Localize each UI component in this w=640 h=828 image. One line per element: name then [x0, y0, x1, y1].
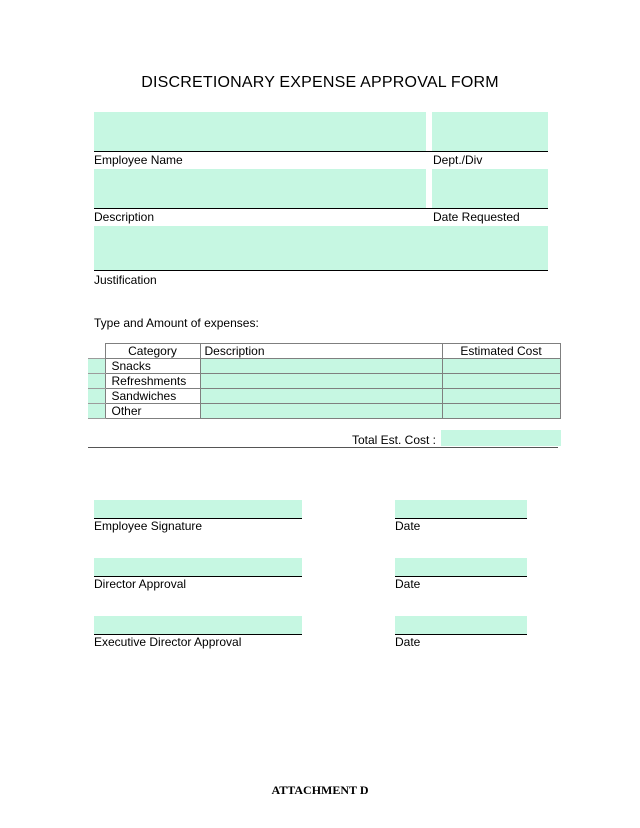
- description-cell[interactable]: [200, 374, 442, 389]
- table-row: [88, 389, 560, 404]
- description-label: Description: [94, 210, 155, 224]
- total-cost-label: Total Est. Cost :: [351, 433, 436, 447]
- column-header-description: Description: [200, 344, 442, 359]
- executive-director-date-label: Date: [395, 635, 421, 649]
- form-title: DISCRETIONARY EXPENSE APPROVAL FORM: [141, 74, 499, 91]
- category-cell: Refreshments: [105, 374, 200, 389]
- dept-div-field[interactable]: [432, 112, 548, 151]
- employee-signature-field[interactable]: [94, 500, 302, 518]
- justification-label: Justification: [94, 273, 157, 287]
- dept-div-label: Dept./Div: [433, 153, 483, 167]
- table-gutter: [88, 374, 105, 389]
- description-cell[interactable]: [200, 389, 442, 404]
- category-cell: Snacks: [105, 359, 200, 374]
- employee-name-field[interactable]: [94, 112, 426, 151]
- executive-director-approval-label: Executive Director Approval: [94, 635, 242, 649]
- description-cell[interactable]: [200, 359, 442, 374]
- column-header-category: Category: [105, 344, 200, 359]
- director-approval-label: Director Approval: [94, 577, 187, 591]
- cost-cell[interactable]: [442, 404, 560, 419]
- table-row: [88, 374, 560, 389]
- table-row: [88, 404, 560, 419]
- expenses-table: [88, 343, 561, 419]
- date-requested-field[interactable]: [432, 169, 548, 208]
- table-header-row: [88, 344, 560, 359]
- description-field[interactable]: [94, 169, 426, 208]
- employee-signature-label: Employee Signature: [94, 519, 203, 533]
- employee-name-label: Employee Name: [94, 153, 183, 167]
- director-date-label: Date: [395, 577, 421, 591]
- category-cell: Sandwiches: [105, 389, 200, 404]
- table-gutter: [88, 404, 105, 419]
- divider: [88, 447, 558, 448]
- attachment-footer: ATTACHMENT D: [271, 783, 369, 797]
- director-approval-field[interactable]: [94, 558, 302, 576]
- description-cell[interactable]: [200, 404, 442, 419]
- director-date-field[interactable]: [395, 558, 527, 576]
- employee-date-label: Date: [395, 519, 421, 533]
- table-row: [88, 359, 560, 374]
- table-gutter: [88, 359, 105, 374]
- date-requested-label: Date Requested: [433, 210, 520, 224]
- divider: [94, 270, 548, 271]
- column-header-estimated-cost: Estimated Cost: [442, 344, 560, 359]
- cost-cell[interactable]: [442, 374, 560, 389]
- executive-director-date-field[interactable]: [395, 616, 527, 634]
- total-cost-field[interactable]: [441, 430, 561, 446]
- cost-cell[interactable]: [442, 389, 560, 404]
- expenses-heading: Type and Amount of expenses:: [94, 316, 259, 330]
- table-gutter: [88, 344, 105, 359]
- category-cell: Other: [105, 404, 200, 419]
- justification-field[interactable]: [94, 226, 548, 270]
- table-gutter: [88, 389, 105, 404]
- divider: [94, 208, 548, 209]
- executive-director-approval-field[interactable]: [94, 616, 302, 634]
- cost-cell[interactable]: [442, 359, 560, 374]
- employee-date-field[interactable]: [395, 500, 527, 518]
- divider: [94, 151, 548, 152]
